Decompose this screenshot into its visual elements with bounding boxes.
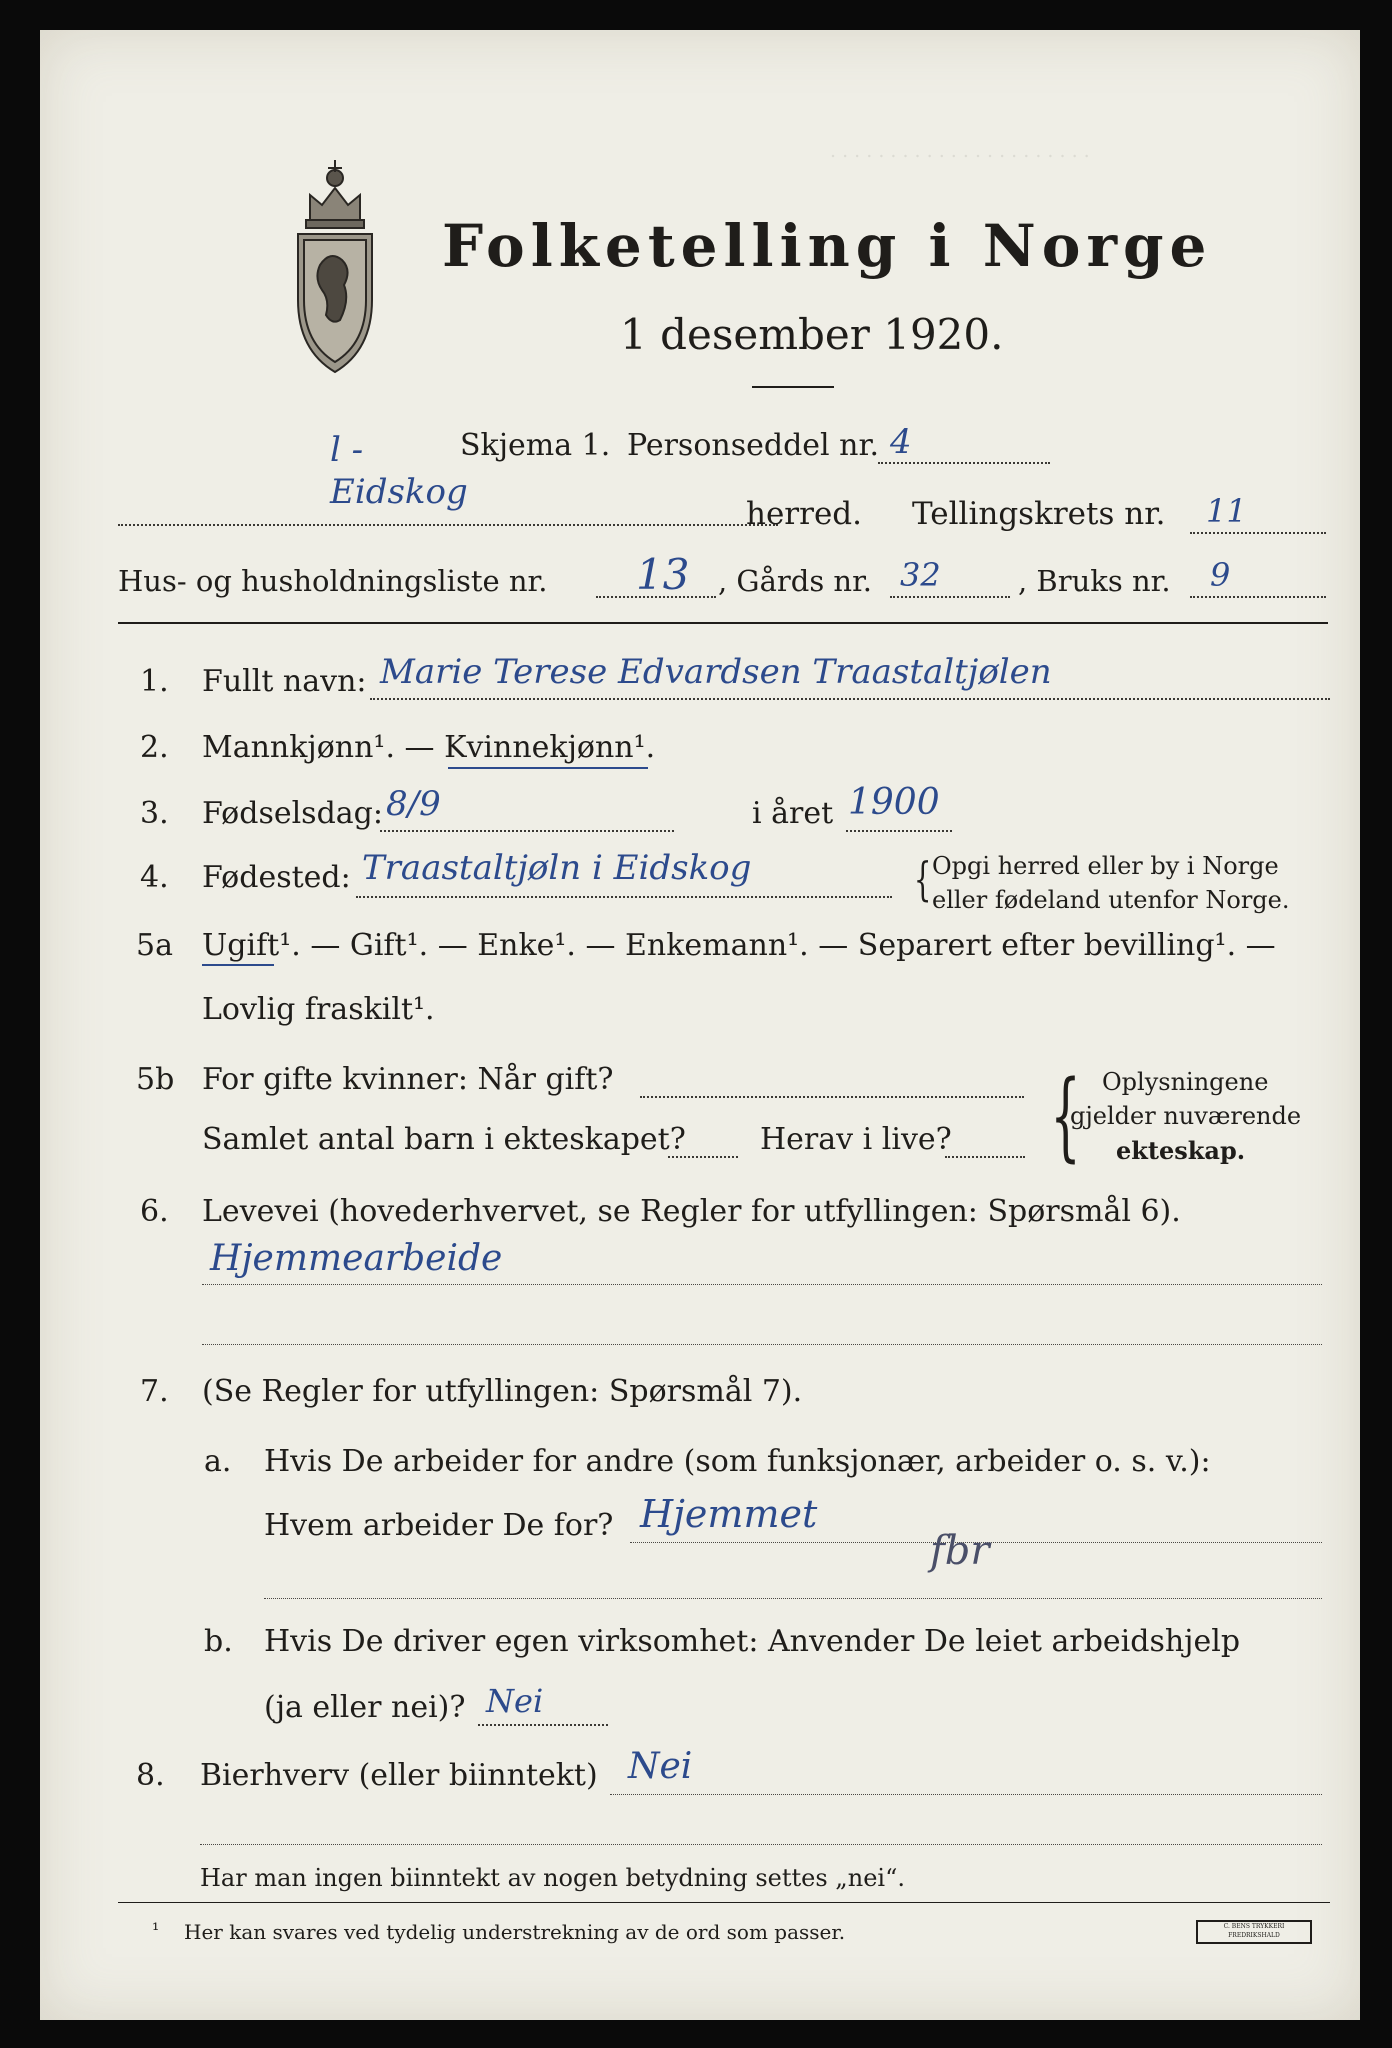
gards-line	[890, 596, 1010, 598]
q8-line1	[610, 1794, 1322, 1795]
q5b-number: 5b	[136, 1062, 175, 1097]
q7a-line1: Hvis De arbeider for andre (som funksjonær, arbeider o. s. v.):	[264, 1444, 1211, 1479]
q5a-line1: Ugift¹. — Gift¹. — Enke¹. — Enkemann¹. — Separert efter bevilling¹. —	[202, 928, 1276, 963]
q3-year-label: i året	[752, 796, 834, 831]
q4-value[interactable]: Traastaltjøln i Eidskog	[362, 848, 752, 888]
q8-value[interactable]: Nei	[628, 1746, 693, 1787]
tellingskrets-line	[1190, 532, 1326, 534]
gards-value[interactable]: 32	[900, 556, 941, 594]
q5b-children-line	[668, 1156, 738, 1158]
q7b-line1: Hvis De driver egen virksomhet: Anvender De leiet arbeidshjelp	[264, 1624, 1241, 1659]
q3-label: Fødselsdag:	[202, 796, 383, 831]
husholdningsliste-label: Hus- og husholdningsliste nr.	[118, 564, 548, 598]
coat-of-arms-icon	[280, 150, 390, 380]
q4-note-line2: eller fødeland utenfor Norge.	[932, 886, 1290, 914]
footnote-divider	[118, 1902, 1330, 1903]
q8-note: Har man ingen biinntekt av nogen betydning settes „nei“.	[200, 1864, 905, 1892]
q5b-note1: Oplysningene	[1102, 1068, 1269, 1096]
header-divider	[118, 622, 1328, 624]
q5b-line2: Samlet antal barn i ekteskapet?	[202, 1122, 686, 1157]
q2-number: 2.	[140, 730, 169, 765]
form-title: Folketelling i Norge	[442, 212, 1213, 280]
q7b-line	[478, 1724, 608, 1726]
ugift-underline	[202, 964, 274, 966]
kvinnekjonn-underline	[448, 767, 648, 769]
q7-number: 7.	[140, 1374, 169, 1409]
q5b-brace: {	[1050, 1060, 1081, 1172]
footnote-mark: ¹	[152, 1920, 160, 1941]
title-divider	[752, 386, 834, 388]
q3-line	[380, 830, 674, 832]
q6-line2	[202, 1344, 1322, 1345]
q1-line	[370, 698, 1330, 700]
q7b-value[interactable]: Nei	[486, 1682, 544, 1720]
herred-value[interactable]: Eidskog	[330, 472, 468, 512]
q7b-line2: (ja eller nei)?	[264, 1690, 466, 1725]
printer-stamp-text: C. BENS TRYKKERI FREDRIKSHALD	[1223, 1923, 1285, 1939]
footnote-text: Her kan svares ved tydelig understrekning av de ord som passer.	[184, 1920, 846, 1944]
q4-note-line1: Opgi herred eller by i Norge	[932, 852, 1279, 880]
personseddel-label: Personseddel nr.	[627, 428, 880, 463]
q7a-value[interactable]: Hjemmet	[640, 1492, 818, 1536]
q5b-note2: gjelder nuværende	[1070, 1102, 1302, 1130]
q8-label: Bierhverv (eller biinntekt)	[200, 1758, 598, 1793]
q5b-note3: ekteskap.	[1116, 1136, 1246, 1165]
printer-stamp	[1196, 1920, 1312, 1944]
q6-label: Levevei (hovederhvervet, se Regler for utfyllingen: Spørsmål 6).	[202, 1194, 1181, 1229]
q3-year-value[interactable]: 1900	[848, 782, 940, 823]
personseddel-line	[878, 462, 1050, 464]
tellingskrets-value[interactable]: 11	[1206, 492, 1247, 530]
q5a-number: 5a	[136, 928, 173, 963]
herred-label: herred.	[746, 496, 862, 532]
q1-label: Fullt navn:	[202, 664, 367, 699]
skjema-label: Skjema 1.	[460, 428, 611, 463]
q5b-herav-line	[945, 1156, 1025, 1158]
q3-year-line	[846, 830, 952, 832]
q6-line1	[202, 1284, 1322, 1285]
q1-number: 1.	[140, 664, 169, 699]
bruks-label: , Bruks nr.	[1018, 564, 1171, 598]
q8-number: 8.	[136, 1758, 165, 1793]
q7b-letter: b.	[204, 1624, 233, 1659]
q5a-line2: Lovlig fraskilt¹.	[202, 992, 435, 1027]
q4-brace: {	[913, 852, 932, 906]
q2-label: Mannkjønn¹. — Kvinnekjønn¹.	[202, 730, 656, 765]
tellingskrets-label: Tellingskrets nr.	[912, 496, 1166, 532]
personseddel-value[interactable]: 4	[890, 422, 912, 462]
q5b-herav: Herav i live?	[760, 1122, 952, 1157]
q1-value[interactable]: Marie Terese Edvardsen Traastaltjølen	[380, 652, 1052, 692]
q7a-letter: a.	[204, 1444, 232, 1479]
q3-value[interactable]: 8/9	[386, 784, 441, 824]
q7a-mark: fbr	[930, 1528, 990, 1574]
q4-label: Fødested:	[202, 860, 351, 895]
q4-number: 4.	[140, 860, 169, 895]
margin-mark: l -	[330, 430, 364, 470]
q4-line	[356, 896, 892, 898]
gards-label: , Gårds nr.	[718, 564, 872, 598]
q5b-line1: For gifte kvinner: Når gift?	[202, 1062, 614, 1097]
q8-line2	[200, 1844, 1322, 1845]
herred-line	[118, 524, 778, 526]
husholdningsliste-value[interactable]: 13	[636, 550, 690, 599]
q6-value[interactable]: Hjemmearbeide	[210, 1238, 503, 1279]
q7-label: (Se Regler for utfyllingen: Spørsmål 7).	[202, 1374, 803, 1409]
bruks-line	[1190, 596, 1326, 598]
q6-number: 6.	[140, 1194, 169, 1229]
q3-number: 3.	[140, 796, 169, 831]
census-date: 1 desember 1920.	[620, 310, 1004, 359]
census-form	[40, 30, 1360, 2020]
q7a-line2: Hvem arbeider De for?	[264, 1508, 614, 1543]
bleed-through-text: . . . . . . . . . . . . . . . . . . . . . .	[830, 140, 1090, 162]
q5b-married-line	[640, 1096, 1024, 1098]
q7a-line2	[264, 1598, 1322, 1599]
bruks-value[interactable]: 9	[1210, 556, 1231, 594]
